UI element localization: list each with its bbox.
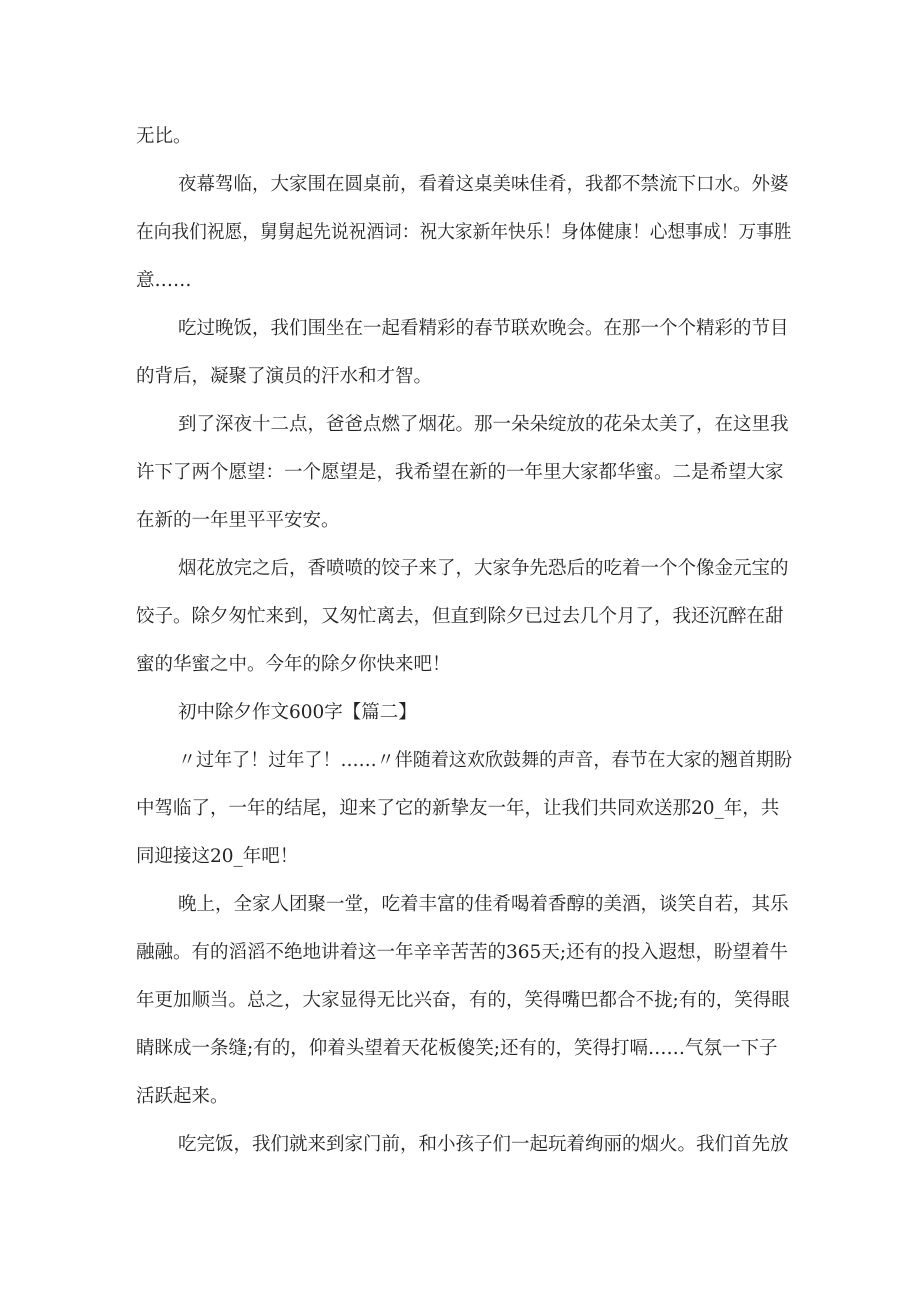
text-line: 在新的一年里平平安安。 [136,510,340,531]
text-line: 晚上，全家人团聚一堂，吃着丰富的佳肴喝着香醇的美酒，谈笑自若，其乐 [178,894,789,915]
text-line: 年更加顺当。总之，大家显得无比兴奋，有的，笑得嘴巴都合不拢;有的，笑得眼 [136,990,790,1011]
text-line: 在向我们祝愿，舅舅起先说祝酒词：祝大家新年快乐！身体健康！心想事成！万事胜 [136,222,792,243]
text-line: 同迎接这20_年吧！ [136,846,299,867]
text-line: 融融。有的滔滔不绝地讲着这一年辛辛苦苦的365天;还有的投入遐想，盼望着牛 [136,942,789,963]
text-line: 夜幕驾临，大家围在圆桌前，看着这桌美味佳肴，我都不禁流下口水。外婆 [178,174,789,195]
text-line: 无比。 [136,126,192,147]
text-line: 烟花放完之后，香喷喷的饺子来了，大家争先恐后的吃着一个个像金元宝的 [178,558,789,579]
heading-text: 初中除夕作文600字【篇二】 [178,702,417,723]
text-line: 意…… [136,270,192,291]
text-line: 的背后，凝聚了演员的汗水和才智。 [136,366,433,387]
text-line: 蜜的华蜜之中。今年的除夕你快来吧！ [136,654,451,675]
text-line: 中驾临了，一年的结尾，迎来了它的新挚友一年，让我们共同欢送那20_年，共 [136,798,780,819]
text-line: 睛眯成一条缝;有的，仰着头望着天花板傻笑;还有的，笑得打嗝……气氛一下子 [136,1038,778,1059]
text-line: 到了深夜十二点，爸爸点燃了烟花。那一朵朵绽放的花朵太美了，在这里我 [178,414,789,435]
text-line: 饺子。除夕匆忙来到，又匆忙离去，但直到除夕已过去几个月了，我还沉醉在甜 [136,606,784,627]
text-line: 活跃起来。 [136,1086,229,1107]
text-line: 吃完饭，我们就来到家门前，和小孩子们一起玩着绚丽的烟火。我们首先放 [178,1134,789,1155]
text-line: 〃过年了！过年了！……〃伴随着这欢欣鼓舞的声音，春节在大家的翘首期盼 [178,750,793,771]
text-line: 吃过晚饭，我们围坐在一起看精彩的春节联欢晚会。在那一个个精彩的节目 [178,318,789,339]
text-line: 许下了两个愿望：一个愿望是，我希望在新的一年里大家都华蜜。二是希望大家 [136,462,784,483]
